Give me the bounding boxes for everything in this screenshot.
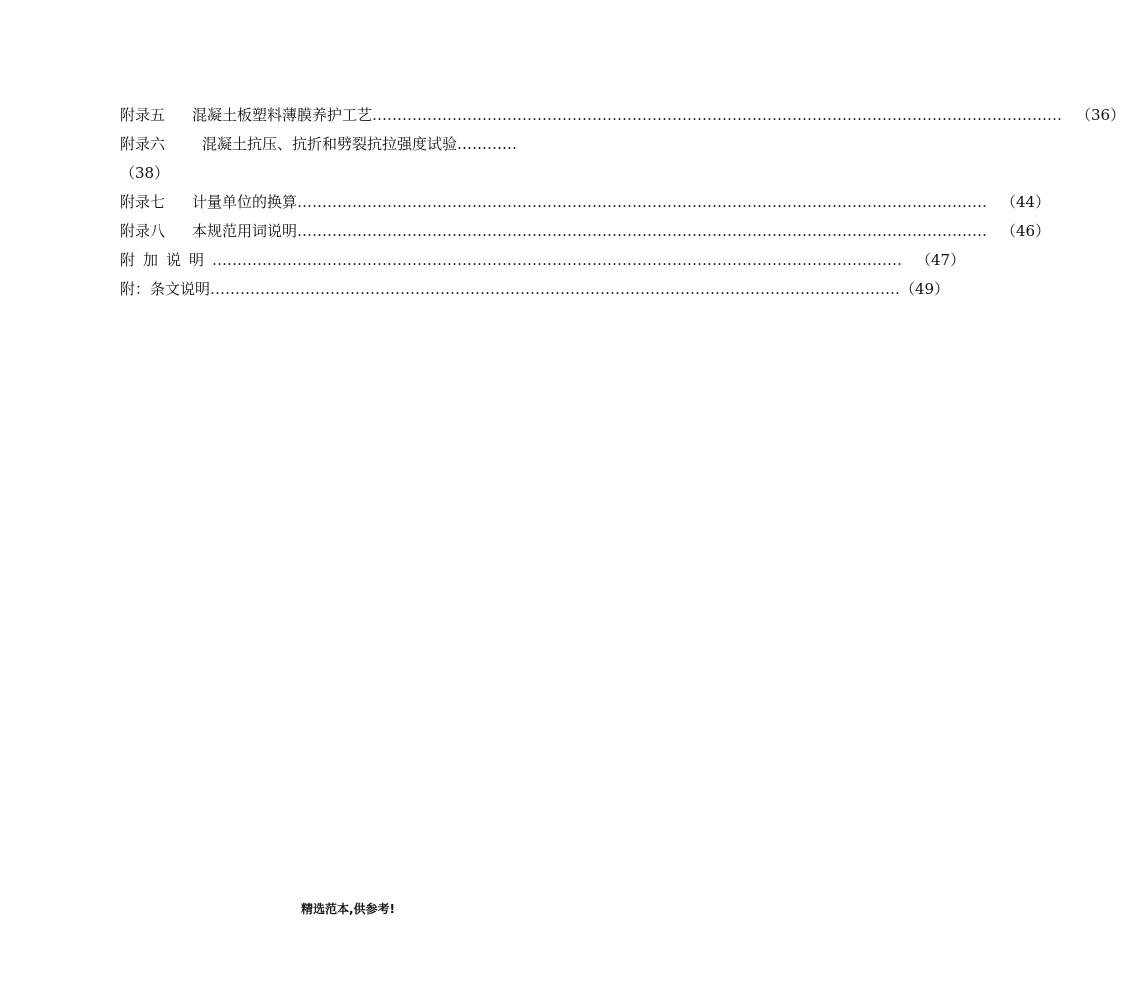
toc-entry-appendix-5[interactable] [120,101,1125,130]
toc-entry-appendix-6[interactable] [120,130,578,159]
toc-entry-page: （49） [900,280,950,298]
toc-leader-dots [372,101,1062,130]
toc-entry-appendix-7[interactable] [120,188,1051,217]
toc-entry-page: （47） [916,251,966,269]
toc-entry-page: （36） [1076,106,1125,124]
toc-leader-dots: ………… [457,135,518,153]
toc-entry-title: 本规范用词说明 [192,222,298,240]
table-of-contents [120,101,1125,304]
toc-entry-label: 附录五 [120,106,166,124]
toc-entry-title: 计量单位的换算 [192,193,298,211]
toc-entry-title: 混凝土板塑料薄膜养护工艺 [192,106,373,124]
toc-entry-appendix-6-page-line [120,159,578,188]
toc-entry-appendix-8[interactable] [120,217,1051,246]
toc-leader-dots [297,188,987,217]
toc-entry-page: （46） [1001,222,1051,240]
toc-entry-label: 附录六 [120,135,166,153]
toc-entry-label: 附录八 [120,222,166,240]
toc-entry-label: 附：条文说明 [120,280,211,298]
toc-entry-page: （44） [1001,193,1051,211]
toc-leader-dots [212,246,902,275]
toc-leader-dots [297,217,987,246]
toc-entry-label: 附加说明 [120,251,213,269]
toc-entry-label: 附录七 [120,193,166,211]
toc-entry-article-notes[interactable] [120,275,950,304]
toc-entry-additional-notes[interactable] [120,246,966,275]
page-footer: 精选范本,供参考! [300,902,396,916]
toc-entry-title: 混凝土抗压、抗折和劈裂抗拉强度试验 [202,135,458,153]
toc-leader-dots [210,275,900,304]
toc-entry-page: （38） [120,164,170,182]
